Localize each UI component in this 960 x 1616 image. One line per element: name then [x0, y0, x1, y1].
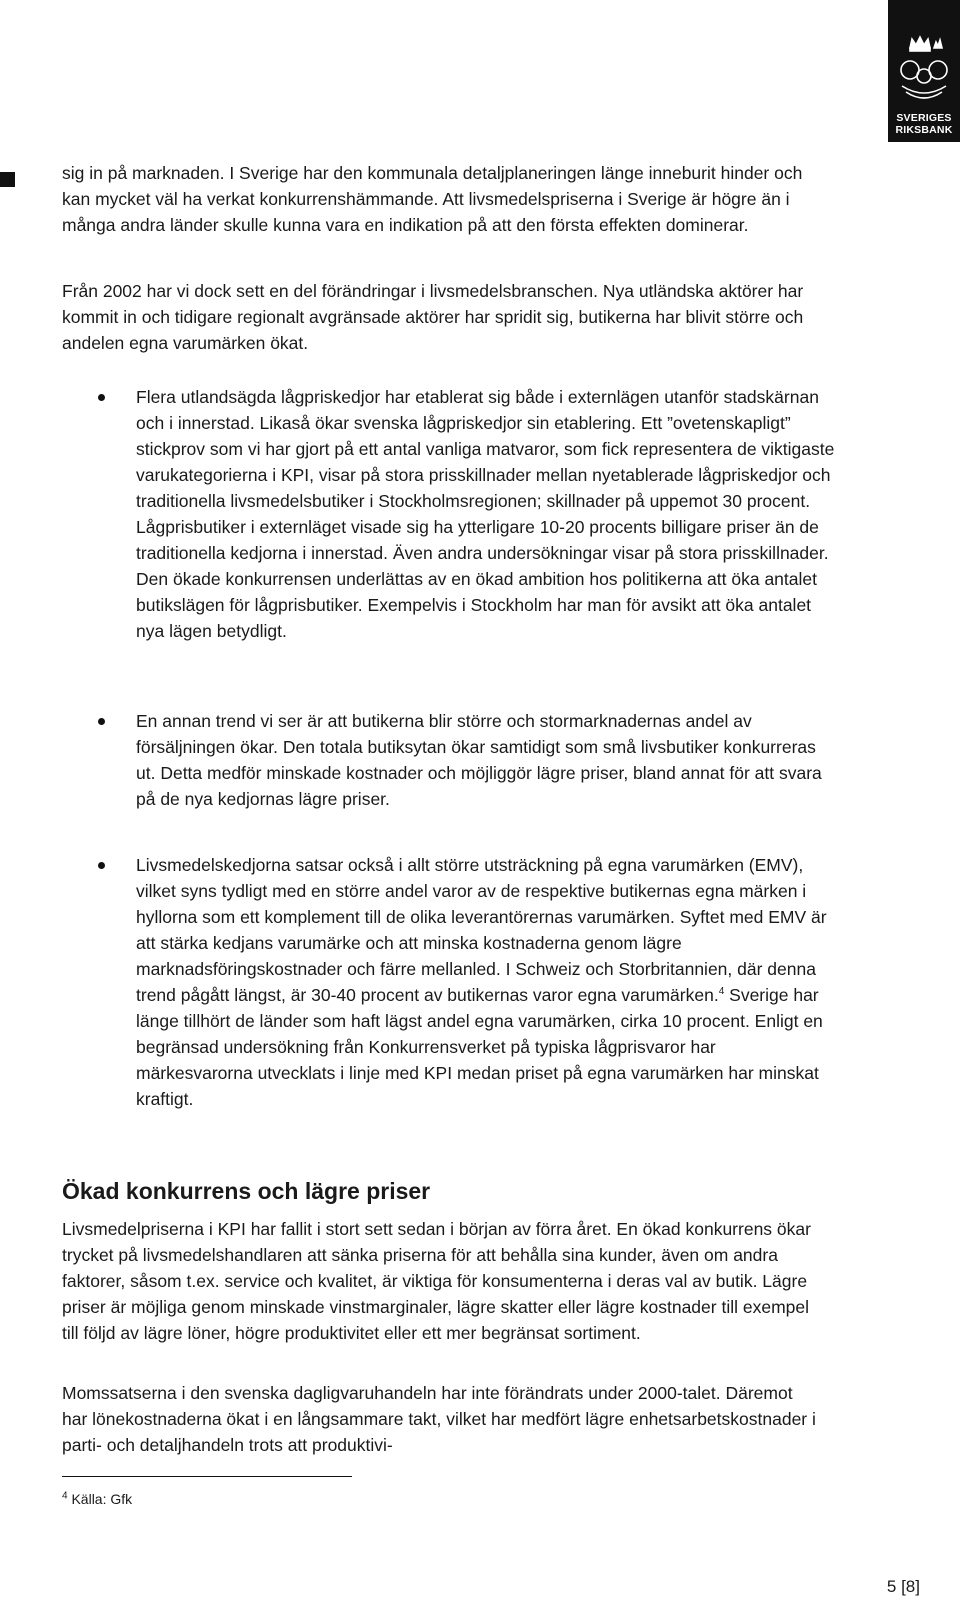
footnote-text: Källa: Gfk	[71, 1491, 133, 1507]
paragraph-prices: Livsmedelpriserna i KPI har fallit i stort sett sedan i början av förra året. En ökad konkurrens ökar trycket på livsmedelshandlaren att sänka priserna för att behålla sina kunder, även om andra faktorer, såsom t.ex. service och kvalitet, är viktiga för konsumenterna i deras val av butik. Lägre priser är möjliga genom minskade vinstmarginaler, lägre skatter eller lägre kostnader till exempel till följd av lägre löner, högre produktivitet eller ett mer begränsat sortiment.	[62, 1219, 811, 1343]
footnote-divider	[62, 1476, 352, 1477]
bullet-icon	[98, 862, 105, 869]
paragraph-vat: Momssatserna i den svenska dagligvaruhandeln har inte förändrats under 2000-talet. Däremot har lönekostnaderna ökat i en långsammare takt, vilket har medfört lägre enhetsarbetskostnader i parti- och detaljhandeln trots att produktivi-	[62, 1383, 816, 1455]
bullet-icon	[98, 394, 105, 401]
bullet-icon	[98, 718, 105, 725]
margin-marker	[0, 172, 15, 187]
list-item-text: En annan trend vi ser är att butikerna blir större och stormarknadernas andel av försäljningen ökar. Den totala butiksytan ökar samtidigt som små livsbutiker konkurreras ut. Detta medför minskade kostnader och möjliggör lägre priser, bland annat för att svara på de nya kedjornas lägre priser.	[136, 711, 822, 809]
paragraph-intro: sig in på marknaden. I Sverige har den kommunala detaljplaneringen länge inneburit hinder och kan mycket väl ha verkat konkurrenshämmande. Att livsmedelspriserna i Sverige är högre än i många andra länder skulle kunna vara en indikation på att den första effekten dominerar.	[62, 163, 803, 235]
logo-line-1: SVERIGES	[896, 112, 952, 124]
footnote-number: 4	[62, 1490, 68, 1502]
list-item-text: Flera utlandsägda lågpriskedjor har etablerat sig både i externlägen utanför stadskärnan och i innerstad. Likaså ökar svenska lågpriskedjor sin etablering. Ett ”ovetenskapligt” stickprov som vi har gjort på ett antal vanliga matvaror, som fick representera de viktigaste varukategorierna i KPI, visar på stora prisskillnader mellan nyetablerade lågpriskedjor och traditionella livsmedelsbutiker i Stockholmsregionen; skillnader på uppemot 30 procent. Lågprisbutiker i externläget visade sig ha ytterligare 10-20 procents billigare priser än de traditionella kedjorna i innerstad. Även andra undersökningar visar på stora prisskillnader. Den ökade konkurrensen underlättas av en ökad ambition hos politikerna att öka antalet butikslägen för lågprisbutiker. Exempelvis i Stockholm har man för avsikt att öka antalet nya lägen betydligt.	[136, 387, 835, 641]
footnote-reference: 4	[718, 986, 725, 998]
crown-emblem-icon	[894, 34, 954, 108]
page-number: 5 [8]	[886, 1577, 920, 1596]
paragraph-changes: Från 2002 har vi dock sett en del förändringar i livsmedelsbranschen. Nya utländska aktörer har kommit in och tidigare regionalt avgränsade aktörer har spridit sig, butikerna har blivit större och andelen egna varumärken ökat.	[62, 281, 804, 353]
logo-line-2: RIKSBANK	[895, 124, 953, 136]
footnote	[62, 1490, 132, 1508]
section-heading: Ökad konkurrens och lägre priser	[62, 1178, 431, 1204]
list-item-text-part: Sverige har länge tillhört de länder som haft lägst andel egna varumärken, cirka 10 procent. Enligt en begränsad undersökning från Konkurrensverket på typiska lågprisvaror har märkesvarorna utvecklats i linje med KPI medan priset på egna varumärken har minskat kraftigt.	[136, 985, 823, 1109]
list-item-text	[136, 852, 836, 1112]
list-item-text-part: Livsmedelskedjorna satsar också i allt större utsträckning på egna varumärken (EMV), vilket syns tydligt med en större andel varor av de respektive butikernas egna märken i hyllorna som ett komplement till de olika leverantörernas varumärken. Syftet med EMV är att stärka kedjans varumärke och att minska kostnaderna genom lägre marknadsföringskostnader och färre mellanled. I Schweiz och Storbritannien, där denna trend pågått längst, är 30-40 procent av butikernas varor egna varumärken.	[136, 855, 827, 1005]
riksbank-logo	[888, 0, 960, 142]
